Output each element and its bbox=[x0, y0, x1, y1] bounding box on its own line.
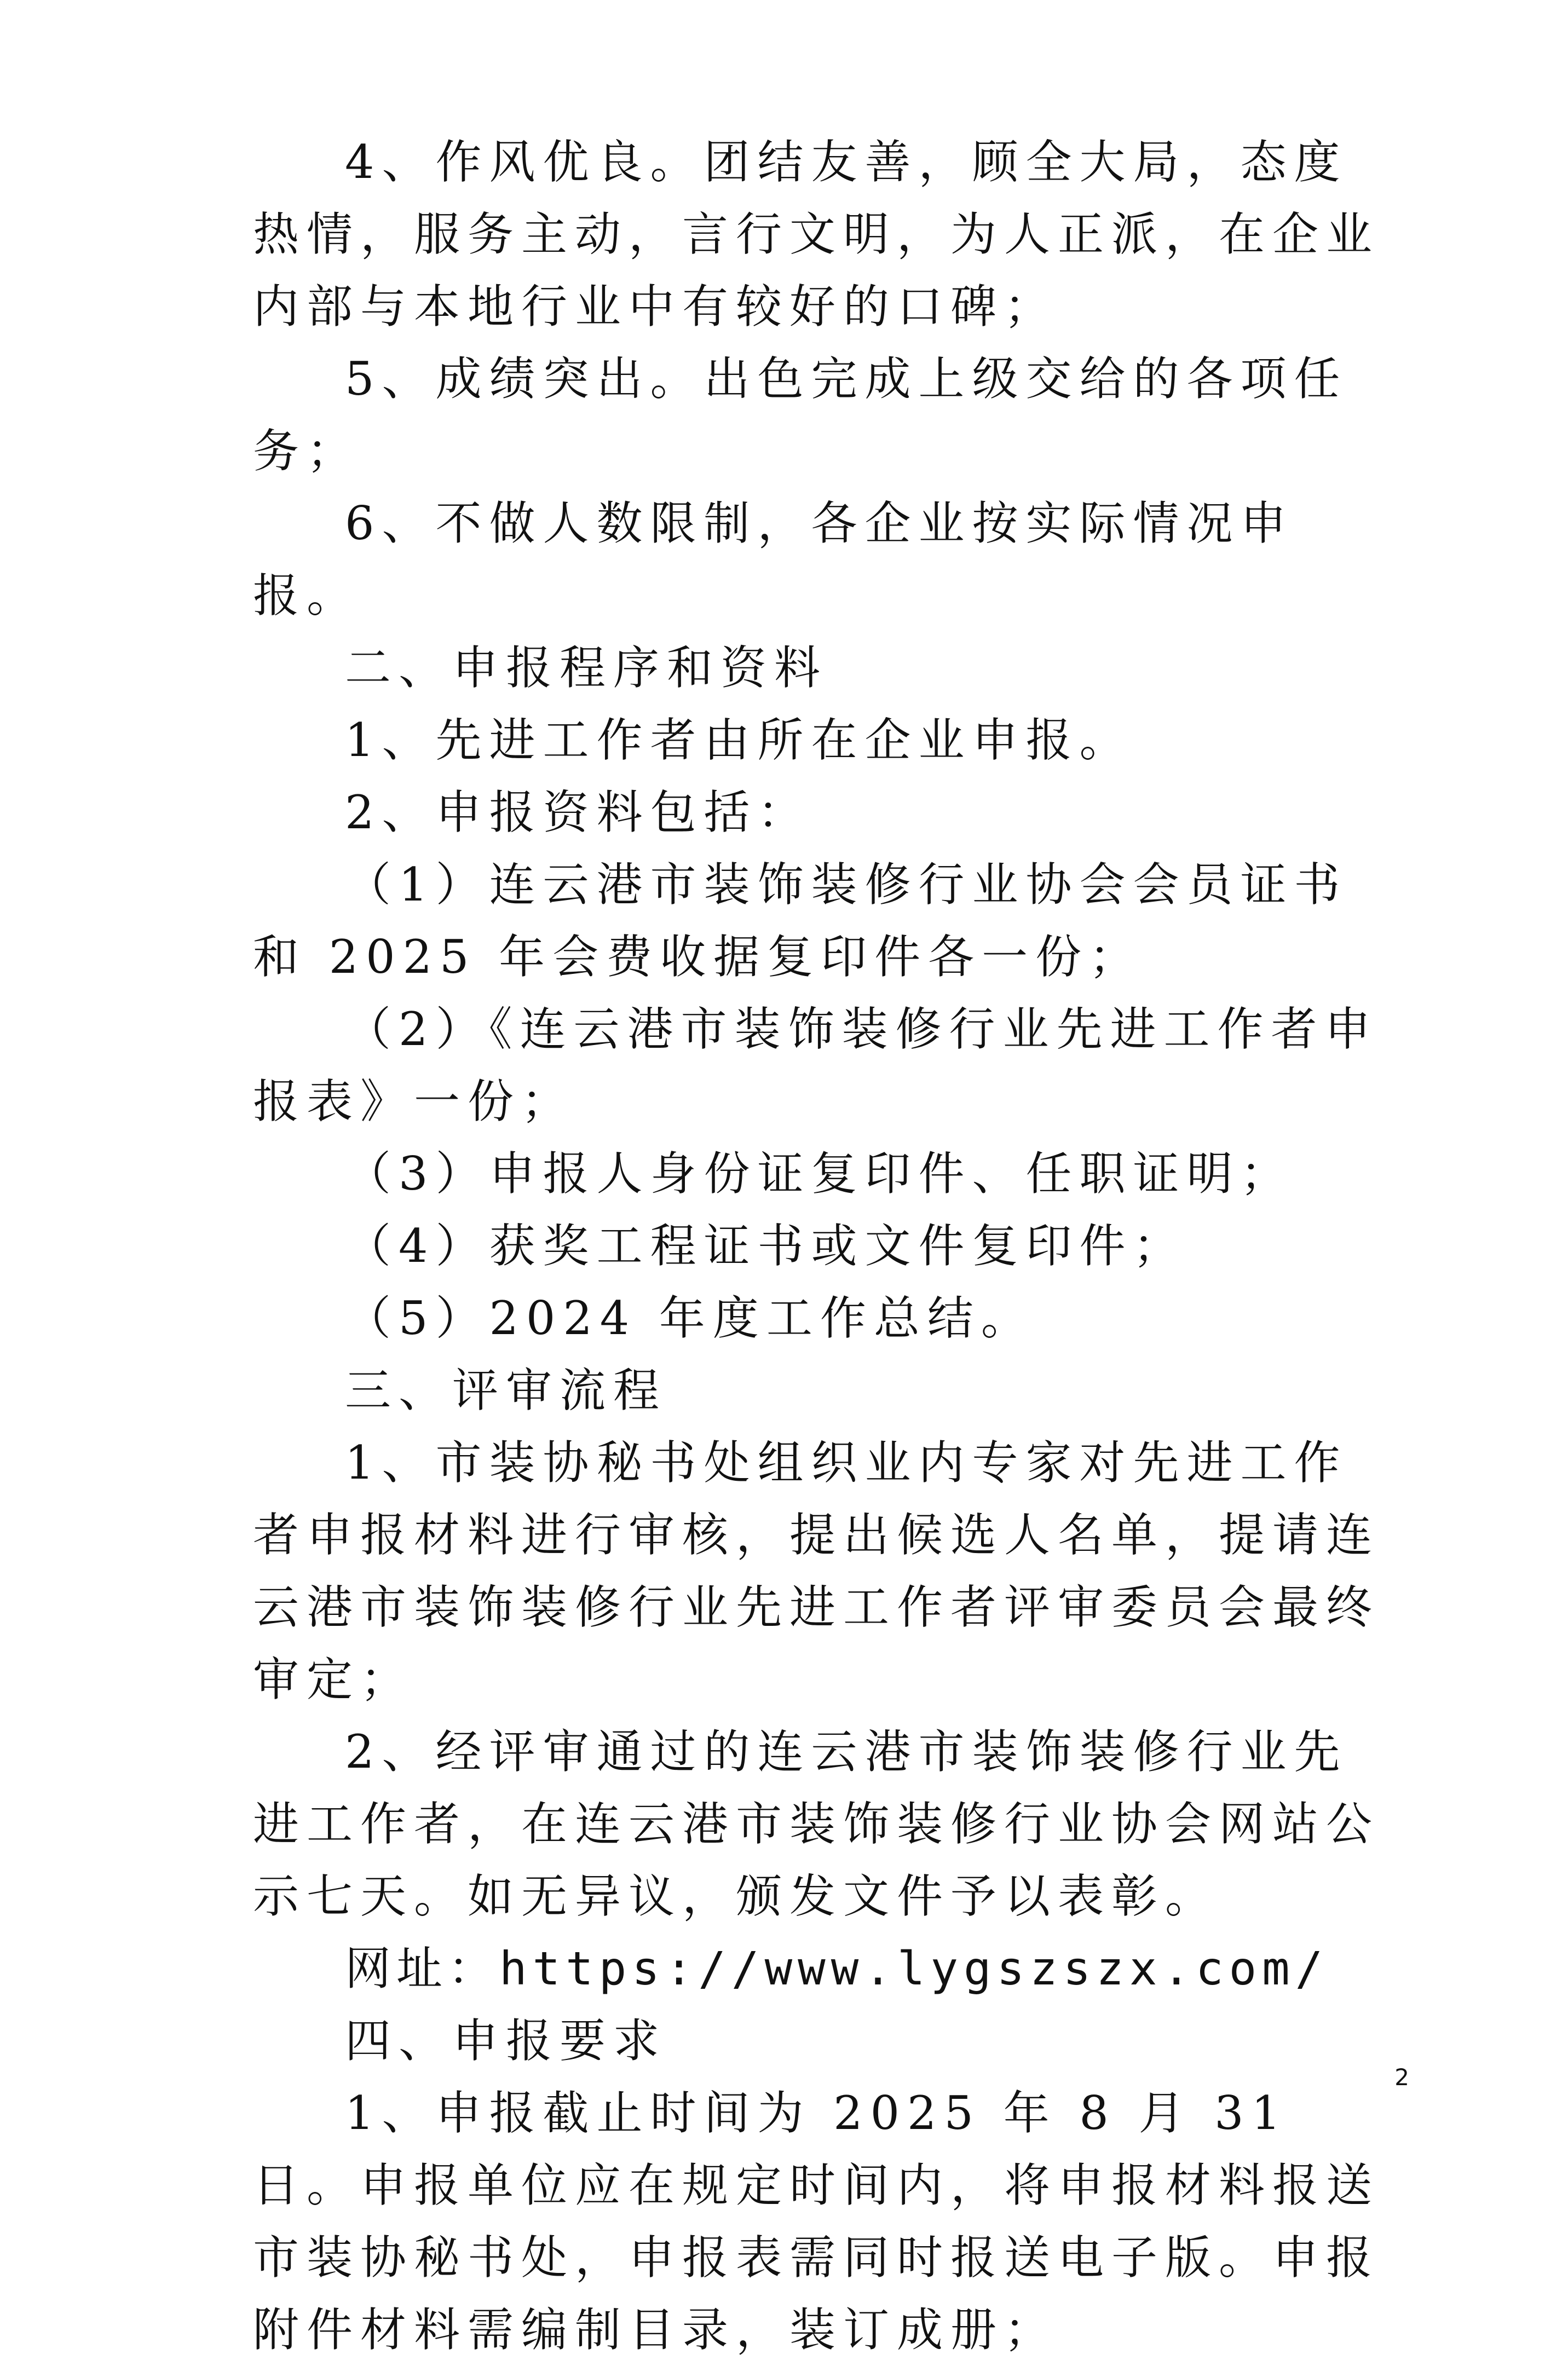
paragraph-procedure-2: 2、申报资料包括： bbox=[345, 786, 811, 839]
paragraph-review-2: 2、经评审通过的连云港市装饰装修行业先进工作者，在连云港市装饰装修行业协会网站公示七天。如无异议，颁发文件予以表彰。 bbox=[253, 1725, 1380, 1923]
list-item-material-1: （1）连云港市装饰装修行业协会会员证书和 2025 年会费收据复印件各一份； bbox=[253, 858, 1348, 984]
list-item-material-5: （5）2024 年度工作总结。 bbox=[345, 1291, 1035, 1345]
list-item-material-3: （3）申报人身份证复印件、任职证明； bbox=[345, 1147, 1294, 1201]
paragraph-requirement-1: 1、申报截止时间为 2025 年 8 月 31 日。申报单位应在规定时间内，将申报材料报送市装协秘书处，申报表需同时报送电子版。申报附件材料需编制目录，装订成册； bbox=[253, 2086, 1380, 2357]
section-heading-requirements: 四、申报要求 bbox=[345, 2014, 667, 2068]
paragraph-procedure-1: 1、先进工作者由所在企业申报。 bbox=[345, 713, 1133, 767]
paragraph-achievement: 5、成绩突出。出色完成上级交给的各项任务； bbox=[253, 352, 1348, 478]
paragraph-no-limit: 6、不做人数限制，各企业按实际情况申报。 bbox=[253, 497, 1294, 622]
page-number: 2 bbox=[1394, 2064, 1409, 2091]
paragraph-review-1: 1、市装协秘书处组织业内专家对先进工作者申报材料进行审核，提出候选人名单，提请连云港市装饰装修行业先进工作者评审委员会最终审定； bbox=[253, 1436, 1380, 1706]
document-body bbox=[253, 126, 1383, 2366]
website-url[interactable]: 网址：https://www.lygszszx.com/ bbox=[345, 1942, 1329, 1995]
list-item-material-2: （2）《连云港市装饰装修行业先进工作者申报表》一份； bbox=[253, 1002, 1379, 1128]
paragraph-conduct: 4、作风优良。团结友善，顾全大局，态度热情，服务主动，言行文明，为人正派，在企业内部与本地行业中有较好的口碑； bbox=[253, 135, 1380, 333]
list-item-material-4: （4）获奖工程证书或文件复印件； bbox=[345, 1219, 1187, 1273]
section-heading-review: 三、评审流程 bbox=[345, 1364, 667, 1417]
section-heading-procedure: 二、申报程序和资料 bbox=[345, 641, 828, 695]
